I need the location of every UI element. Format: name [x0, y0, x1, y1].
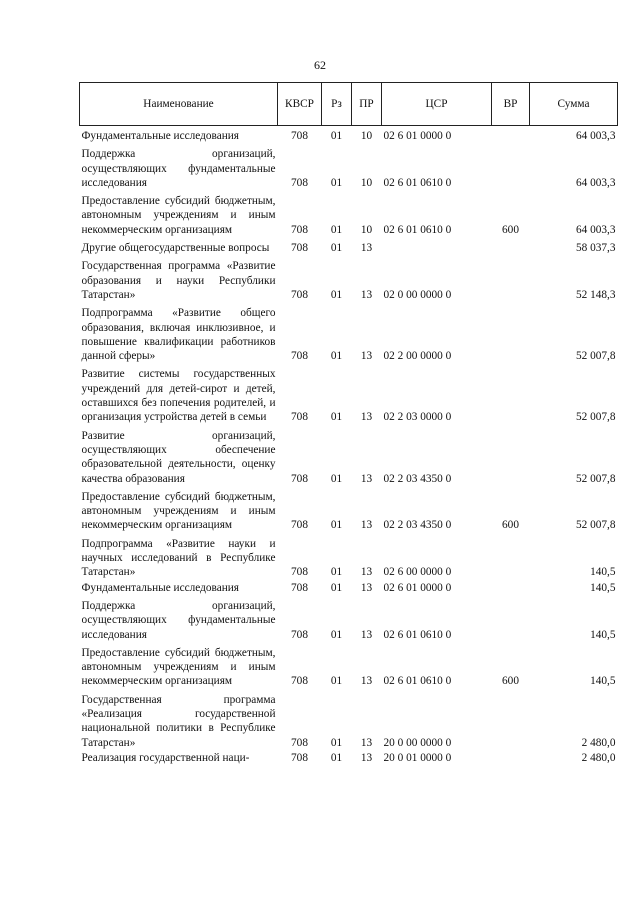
- cell-name: Фундаментальные исследования: [81, 581, 239, 594]
- header-sum: Сумма: [530, 83, 618, 126]
- table-row: [80, 144, 618, 191]
- cell-sum: 2 480,0: [581, 751, 616, 764]
- table-row: [80, 256, 618, 303]
- header-name: Наименование: [80, 83, 278, 126]
- cell-rz: 01: [330, 519, 343, 532]
- cell-pr: 13: [360, 628, 373, 641]
- cell-vr: [492, 534, 530, 581]
- header-csr: ЦСР: [382, 83, 492, 126]
- cell-sum: 2 480,0: [581, 736, 616, 749]
- cell-rz: 01: [330, 411, 343, 424]
- cell-name: Подпрограмма «Развитие общего образования, включая инклюзивное, и повышение квалификации работников данной сферы»: [81, 307, 276, 363]
- budget-table: [79, 82, 618, 766]
- cell-csr: 02 2 00 0000 0: [383, 350, 452, 363]
- table-row: [80, 751, 618, 766]
- cell-kvsr: 708: [291, 288, 308, 301]
- cell-sum: 64 003,3: [575, 176, 616, 189]
- cell-pr: 13: [360, 581, 373, 594]
- cell-csr: 20 0 01 0000 0: [383, 751, 452, 764]
- header-vr: ВР: [492, 83, 530, 126]
- cell-rz: 01: [330, 176, 343, 189]
- table-row: [80, 426, 618, 487]
- cell-vr: [492, 581, 530, 596]
- cell-sum: 140,5: [590, 675, 616, 688]
- table-row: [80, 364, 618, 425]
- cell-name: Подпрограмма «Развитие науки и научных исследований в Республике Татарстан»: [81, 537, 276, 579]
- cell-pr: 13: [360, 675, 373, 688]
- cell-pr: 13: [360, 751, 373, 764]
- cell-pr: 10: [360, 223, 373, 236]
- cell-name: Предоставление субсидий бюджетным, автономным учреждениям и иным некоммерческим организациям: [81, 195, 276, 236]
- table-row: [80, 191, 618, 238]
- cell-csr: 02 6 01 0000 0: [383, 130, 452, 142]
- table-header-row: [80, 83, 618, 126]
- cell-kvsr: 708: [291, 350, 308, 363]
- cell-rz: 01: [330, 130, 343, 142]
- cell-pr: 13: [360, 472, 373, 485]
- cell-csr: 02 6 00 0000 0: [383, 566, 452, 579]
- cell-vr: [492, 596, 530, 643]
- cell-pr: 13: [360, 242, 373, 255]
- cell-pr: 13: [360, 350, 373, 363]
- cell-vr: 600: [502, 675, 519, 688]
- cell-vr: [492, 256, 530, 303]
- header-pr: ПР: [352, 83, 382, 126]
- cell-pr: 10: [360, 176, 373, 189]
- cell-rz: 01: [330, 736, 343, 749]
- table-row: [80, 126, 618, 145]
- cell-kvsr: 708: [291, 566, 308, 579]
- cell-kvsr: 708: [291, 242, 308, 255]
- cell-name: Развитие организаций, осуществляющих обеспечение образовательной деятельности, оценку качества образования: [81, 429, 276, 485]
- cell-name: Реализация государственной наци-: [81, 751, 250, 764]
- cell-csr: 02 6 01 0610 0: [383, 223, 452, 236]
- cell-rz: 01: [330, 288, 343, 301]
- cell-name: Развитие системы государственных учреждений для детей-сирот и детей, оставшихся без попечения родителей, и организация устройства детей в семьи: [81, 368, 276, 424]
- cell-sum: 140,5: [590, 566, 616, 579]
- cell-vr: [492, 303, 530, 364]
- cell-sum: 58 037,3: [575, 242, 616, 255]
- page-number: 62: [314, 58, 326, 72]
- table-row: [80, 238, 618, 256]
- cell-csr: 02 6 01 0000 0: [383, 581, 452, 594]
- cell-vr: [492, 144, 530, 191]
- cell-name: Предоставление субсидий бюджетным, автономным учреждениям и иным некоммерческим организациям: [81, 646, 276, 688]
- cell-kvsr: 708: [291, 628, 308, 641]
- cell-pr: 13: [360, 566, 373, 579]
- table-row: [80, 690, 618, 751]
- cell-vr: 600: [502, 223, 519, 236]
- cell-csr: 20 0 00 0000 0: [383, 736, 452, 749]
- cell-kvsr: 708: [291, 411, 308, 424]
- cell-pr: 13: [360, 519, 373, 532]
- header-kvsr: КВСР: [278, 83, 322, 126]
- cell-rz: 01: [330, 242, 343, 255]
- cell-vr: 600: [502, 519, 519, 532]
- cell-rz: 01: [330, 581, 343, 594]
- cell-csr: 02 6 01 0610 0: [383, 176, 452, 189]
- cell-rz: 01: [330, 628, 343, 641]
- cell-csr: 02 2 03 4350 0: [383, 472, 452, 485]
- cell-sum: 140,5: [590, 628, 616, 641]
- cell-vr: [492, 426, 530, 487]
- header-rz: Рз: [322, 83, 352, 126]
- table-row: [80, 581, 618, 596]
- cell-name: Другие общегосударственные вопросы: [81, 242, 270, 255]
- cell-kvsr: 708: [291, 223, 308, 236]
- table-row: [80, 534, 618, 581]
- cell-name: Предоставление субсидий бюджетным, автономным учреждениям и иным некоммерческим организациям: [81, 490, 276, 532]
- cell-rz: 01: [330, 472, 343, 485]
- table-row: [80, 643, 618, 690]
- cell-sum: 140,5: [590, 581, 616, 594]
- cell-vr: [492, 690, 530, 751]
- cell-name: Государственная программа «Развитие образования и науки Республики Татарстан»: [81, 260, 276, 301]
- cell-kvsr: 708: [291, 751, 308, 764]
- cell-kvsr: 708: [291, 176, 308, 189]
- cell-csr: 02 0 00 0000 0: [383, 288, 452, 301]
- cell-sum: 52 007,8: [575, 350, 616, 363]
- cell-sum: 52 007,8: [575, 472, 616, 485]
- cell-name: Поддержка организаций, осуществляющих фундаментальные исследования: [81, 599, 276, 641]
- cell-csr: [382, 238, 492, 256]
- table-row: [80, 596, 618, 643]
- cell-rz: 01: [330, 675, 343, 688]
- cell-csr: 02 6 01 0610 0: [383, 675, 452, 688]
- cell-vr: [492, 751, 530, 766]
- cell-pr: 13: [360, 411, 373, 424]
- cell-sum: 64 003,3: [575, 223, 616, 236]
- cell-vr: [492, 238, 530, 256]
- table-row: [80, 303, 618, 364]
- cell-kvsr: 708: [291, 519, 308, 532]
- cell-pr: 13: [360, 736, 373, 749]
- cell-vr: [492, 126, 530, 145]
- cell-name: Поддержка организаций, осуществляющих фундаментальные исследования: [81, 148, 276, 189]
- cell-rz: 01: [330, 566, 343, 579]
- cell-name: Фундаментальные исследования: [81, 130, 239, 142]
- cell-csr: 02 2 03 4350 0: [383, 519, 452, 532]
- cell-pr: 13: [360, 288, 373, 301]
- cell-sum: 52 007,8: [575, 411, 616, 424]
- cell-csr: 02 2 03 0000 0: [383, 411, 452, 424]
- cell-kvsr: 708: [291, 675, 308, 688]
- cell-sum: 52 007,8: [575, 519, 616, 532]
- cell-kvsr: 708: [291, 472, 308, 485]
- cell-vr: [492, 364, 530, 425]
- table-row: [80, 487, 618, 534]
- cell-rz: 01: [330, 350, 343, 363]
- cell-kvsr: 708: [291, 130, 308, 142]
- cell-name: Государственная программа «Реализация государственной национальной политики в Республике Татарстан»: [81, 693, 276, 749]
- cell-csr: 02 6 01 0610 0: [383, 628, 452, 641]
- cell-rz: 01: [330, 751, 343, 764]
- cell-kvsr: 708: [291, 736, 308, 749]
- cell-rz: 01: [330, 223, 343, 236]
- cell-sum: 64 003,3: [575, 130, 616, 142]
- cell-kvsr: 708: [291, 581, 308, 594]
- cell-pr: 10: [360, 130, 373, 142]
- cell-sum: 52 148,3: [575, 288, 616, 301]
